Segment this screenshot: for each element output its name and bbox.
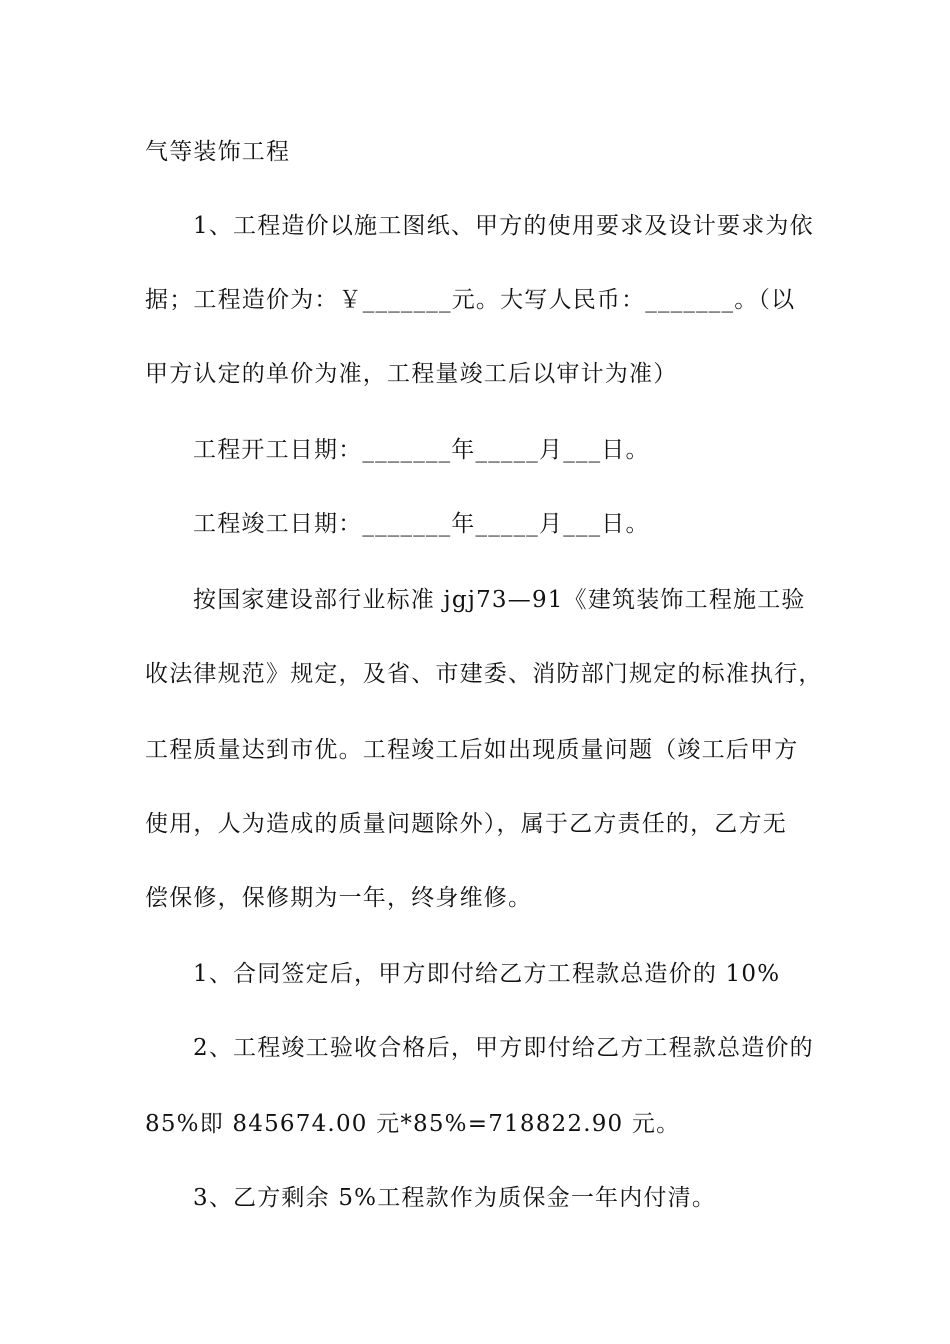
text-line: 使用，人为造成的质量问题除外），属于乙方责任的，乙方无: [145, 811, 787, 837]
text-line: 工程竣工日期：_______年_____月___日。: [193, 511, 650, 537]
text-line: 按国家建设部行业标准 jgj73—91《建筑装饰工程施工验: [193, 587, 806, 613]
text-line: 85%即 845674.00 元*85%=718822.90 元。: [145, 1111, 681, 1137]
text-line: 3、乙方剩余 5%工程款作为质保金一年内付清。: [193, 1185, 717, 1211]
text-line: 1、合同签定后，甲方即付给乙方工程款总造价的 10%: [193, 961, 781, 987]
text-line: 2、工程竣工验收合格后，甲方即付给乙方工程款总造价的: [193, 1035, 814, 1061]
text-line: 甲方认定的单价为准，工程量竣工后以审计为准）: [145, 361, 678, 387]
text-line: 偿保修，保修期为一年，终身维修。: [145, 885, 533, 911]
text-line: 气等装饰工程: [145, 139, 291, 165]
text-line: 工程开工日期：_______年_____月___日。: [193, 437, 650, 463]
text-line: 工程质量达到市优。工程竣工后如出现质量问题（竣工后甲方: [145, 737, 799, 763]
text-line: 据；工程造价为：￥_______元。大写人民币：_______。（以: [145, 287, 796, 313]
text-line: 收法律规范》规定，及省、市建委、消防部门规定的标准执行，: [145, 661, 823, 687]
text-line: 1、工程造价以施工图纸、甲方的使用要求及设计要求为依: [193, 213, 814, 239]
